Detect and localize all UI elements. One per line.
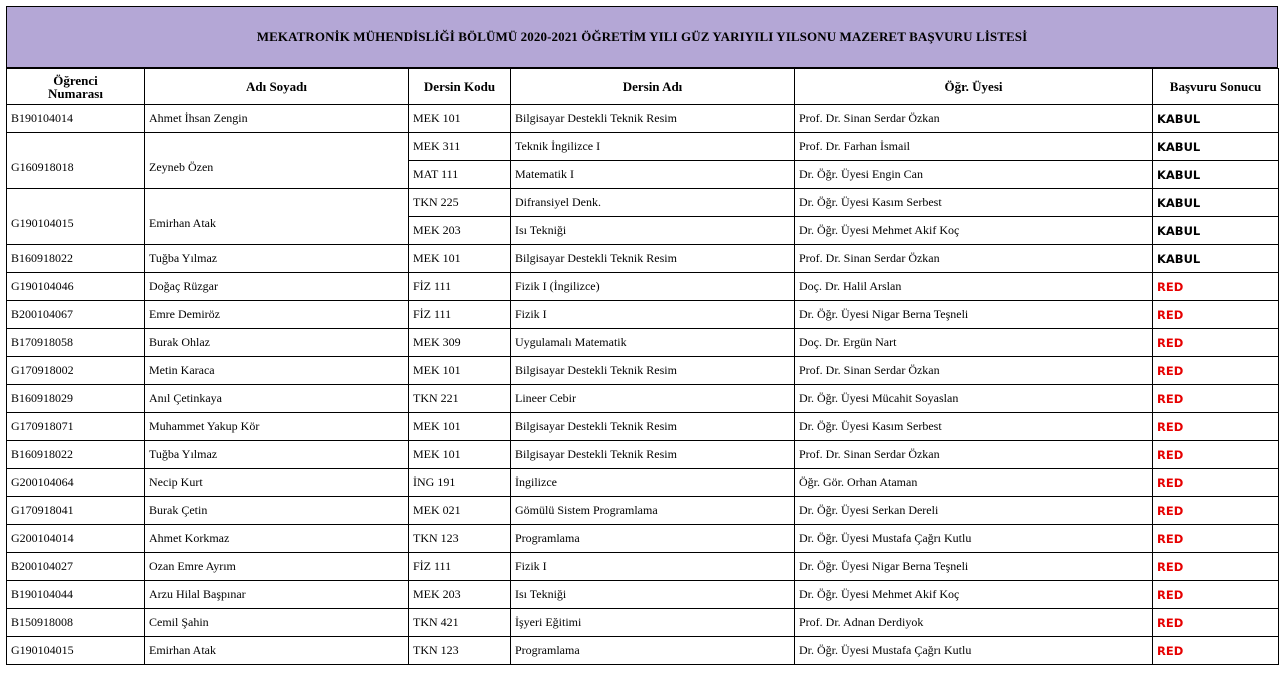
table-row <box>7 497 1279 525</box>
cell-name: Arzu Hilal Başpınar <box>145 581 409 609</box>
cell-instructor: Dr. Öğr. Üyesi Mehmet Akif Koç <box>795 217 1153 245</box>
cell-course: Isı Tekniği <box>511 581 795 609</box>
cell-course: İngilizce <box>511 469 795 497</box>
header-student-no-line2: Numarası <box>48 85 103 101</box>
cell-result: KABUL <box>1153 133 1279 161</box>
header-row <box>7 69 1279 105</box>
header-course-code: Dersin Kodu <box>409 69 511 105</box>
table-row <box>7 301 1279 329</box>
cell-code: MEK 101 <box>409 441 511 469</box>
table-row <box>7 609 1279 637</box>
header-name: Adı Soyadı <box>145 69 409 105</box>
cell-instructor: Dr. Öğr. Üyesi Kasım Serbest <box>795 413 1153 441</box>
cell-result: KABUL <box>1153 245 1279 273</box>
cell-code: MEK 203 <box>409 581 511 609</box>
cell-no: B160918022 <box>7 245 145 273</box>
cell-name: Burak Çetin <box>145 497 409 525</box>
cell-no: G170918002 <box>7 357 145 385</box>
cell-no: G190104015 <box>7 637 145 665</box>
table-row <box>7 357 1279 385</box>
cell-course: Bilgisayar Destekli Teknik Resim <box>511 105 795 133</box>
table-row <box>7 133 1279 161</box>
table-row <box>7 385 1279 413</box>
cell-result: KABUL <box>1153 105 1279 133</box>
cell-course: Uygulamalı Matematik <box>511 329 795 357</box>
table-row <box>7 469 1279 497</box>
cell-result: RED <box>1153 329 1279 357</box>
cell-course: Bilgisayar Destekli Teknik Resim <box>511 245 795 273</box>
cell-code: TKN 421 <box>409 609 511 637</box>
cell-name: Ozan Emre Ayrım <box>145 553 409 581</box>
table-body <box>7 105 1279 665</box>
cell-instructor: Prof. Dr. Sinan Serdar Özkan <box>795 441 1153 469</box>
cell-instructor: Dr. Öğr. Üyesi Nigar Berna Teşneli <box>795 301 1153 329</box>
cell-course: Difransiyel Denk. <box>511 189 795 217</box>
table-row <box>7 273 1279 301</box>
cell-name: Emirhan Atak <box>145 637 409 665</box>
table-row <box>7 189 1279 217</box>
cell-name: Anıl Çetinkaya <box>145 385 409 413</box>
cell-no: B160918029 <box>7 385 145 413</box>
cell-code: MEK 101 <box>409 413 511 441</box>
cell-course: Isı Tekniği <box>511 217 795 245</box>
cell-code: MEK 021 <box>409 497 511 525</box>
cell-result: RED <box>1153 385 1279 413</box>
cell-no: B200104067 <box>7 301 145 329</box>
table-row <box>7 581 1279 609</box>
table-row <box>7 105 1279 133</box>
cell-result: RED <box>1153 525 1279 553</box>
cell-result: RED <box>1153 637 1279 665</box>
cell-name: Tuğba Yılmaz <box>145 245 409 273</box>
cell-code: MAT 111 <box>409 161 511 189</box>
header-instructor: Öğr. Üyesi <box>795 69 1153 105</box>
cell-result: KABUL <box>1153 189 1279 217</box>
cell-no: B200104027 <box>7 553 145 581</box>
cell-code: TKN 221 <box>409 385 511 413</box>
cell-code: İNG 191 <box>409 469 511 497</box>
cell-name: Necip Kurt <box>145 469 409 497</box>
cell-instructor: Prof. Dr. Sinan Serdar Özkan <box>795 105 1153 133</box>
cell-no: G200104014 <box>7 525 145 553</box>
cell-course: Fizik I (İngilizce) <box>511 273 795 301</box>
cell-result: RED <box>1153 469 1279 497</box>
cell-course: Teknik İngilizce I <box>511 133 795 161</box>
cell-result: RED <box>1153 273 1279 301</box>
cell-name: Metin Karaca <box>145 357 409 385</box>
cell-instructor: Dr. Öğr. Üyesi Mücahit Soyaslan <box>795 385 1153 413</box>
cell-name: Doğaç Rüzgar <box>145 273 409 301</box>
cell-code: MEK 309 <box>409 329 511 357</box>
cell-result: RED <box>1153 553 1279 581</box>
cell-instructor: Öğr. Gör. Orhan Ataman <box>795 469 1153 497</box>
cell-instructor: Doç. Dr. Ergün Nart <box>795 329 1153 357</box>
table-header <box>7 69 1279 105</box>
cell-instructor: Dr. Öğr. Üyesi Mustafa Çağrı Kutlu <box>795 637 1153 665</box>
cell-instructor: Dr. Öğr. Üyesi Serkan Dereli <box>795 497 1153 525</box>
table-row <box>7 329 1279 357</box>
table-row <box>7 637 1279 665</box>
cell-instructor: Prof. Dr. Sinan Serdar Özkan <box>795 245 1153 273</box>
cell-instructor: Dr. Öğr. Üyesi Mehmet Akif Koç <box>795 581 1153 609</box>
cell-course: Gömülü Sistem Programlama <box>511 497 795 525</box>
cell-no: G170918071 <box>7 413 145 441</box>
cell-instructor: Doç. Dr. Halil Arslan <box>795 273 1153 301</box>
cell-no: B170918058 <box>7 329 145 357</box>
cell-course: Fizik I <box>511 553 795 581</box>
cell-instructor: Dr. Öğr. Üyesi Kasım Serbest <box>795 189 1153 217</box>
cell-course: Bilgisayar Destekli Teknik Resim <box>511 357 795 385</box>
header-student-no <box>7 69 145 105</box>
cell-no: G170918041 <box>7 497 145 525</box>
cell-no: B150918008 <box>7 609 145 637</box>
cell-instructor: Prof. Dr. Farhan İsmail <box>795 133 1153 161</box>
cell-result: RED <box>1153 301 1279 329</box>
cell-result: RED <box>1153 581 1279 609</box>
application-table <box>6 68 1279 665</box>
cell-code: MEK 311 <box>409 133 511 161</box>
header-result: Başvuru Sonucu <box>1153 69 1279 105</box>
cell-course: İşyeri Eğitimi <box>511 609 795 637</box>
cell-result: KABUL <box>1153 161 1279 189</box>
cell-instructor: Prof. Dr. Sinan Serdar Özkan <box>795 357 1153 385</box>
cell-code: MEK 101 <box>409 357 511 385</box>
cell-result: RED <box>1153 357 1279 385</box>
cell-no: B160918022 <box>7 441 145 469</box>
cell-result: RED <box>1153 413 1279 441</box>
sheet-title: MEKATRONİK MÜHENDİSLİĞİ BÖLÜMÜ 2020-2021 ÖĞRETİM YILI GÜZ YARIYILI YILSONU MAZERET BAŞVURU LİSTESİ <box>6 6 1278 68</box>
cell-code: FİZ 111 <box>409 273 511 301</box>
cell-no: G160918018 <box>7 147 145 175</box>
cell-code: MEK 101 <box>409 105 511 133</box>
cell-code: FİZ 111 <box>409 553 511 581</box>
application-list-sheet <box>6 6 1278 665</box>
cell-result: KABUL <box>1153 217 1279 245</box>
cell-name: Cemil Şahin <box>145 609 409 637</box>
cell-instructor: Dr. Öğr. Üyesi Engin Can <box>795 161 1153 189</box>
table-row <box>7 441 1279 469</box>
cell-no: B190104014 <box>7 105 145 133</box>
cell-name: Tuğba Yılmaz <box>145 441 409 469</box>
cell-name: Burak Ohlaz <box>145 329 409 357</box>
cell-name: Muhammet Yakup Kör <box>145 413 409 441</box>
cell-result: RED <box>1153 497 1279 525</box>
table-row <box>7 413 1279 441</box>
cell-code: TKN 123 <box>409 637 511 665</box>
cell-code: MEK 203 <box>409 217 511 245</box>
cell-result: RED <box>1153 441 1279 469</box>
cell-code: FİZ 111 <box>409 301 511 329</box>
cell-instructor: Prof. Dr. Adnan Derdiyok <box>795 609 1153 637</box>
header-course-name: Dersin Adı <box>511 69 795 105</box>
cell-instructor: Dr. Öğr. Üyesi Mustafa Çağrı Kutlu <box>795 525 1153 553</box>
cell-code: TKN 225 <box>409 189 511 217</box>
cell-no: G190104015 <box>7 203 145 231</box>
table-row <box>7 245 1279 273</box>
cell-name: Emirhan Atak <box>145 203 409 231</box>
cell-course: Matematik I <box>511 161 795 189</box>
cell-name: Emre Demiröz <box>145 301 409 329</box>
table-row <box>7 525 1279 553</box>
cell-no: B190104044 <box>7 581 145 609</box>
cell-code: TKN 123 <box>409 525 511 553</box>
cell-result: RED <box>1153 609 1279 637</box>
cell-course: Lineer Cebir <box>511 385 795 413</box>
cell-course: Fizik I <box>511 301 795 329</box>
cell-name: Zeyneb Özen <box>145 147 409 175</box>
cell-instructor: Dr. Öğr. Üyesi Nigar Berna Teşneli <box>795 553 1153 581</box>
cell-name: Ahmet Korkmaz <box>145 525 409 553</box>
header-student-no-line1: Öğrenci <box>53 72 98 88</box>
cell-code: MEK 101 <box>409 245 511 273</box>
table-row <box>7 553 1279 581</box>
cell-course: Programlama <box>511 637 795 665</box>
cell-name: Ahmet İhsan Zengin <box>145 105 409 133</box>
cell-course: Bilgisayar Destekli Teknik Resim <box>511 441 795 469</box>
cell-no: G190104046 <box>7 273 145 301</box>
cell-no: G200104064 <box>7 469 145 497</box>
cell-course: Programlama <box>511 525 795 553</box>
cell-course: Bilgisayar Destekli Teknik Resim <box>511 413 795 441</box>
